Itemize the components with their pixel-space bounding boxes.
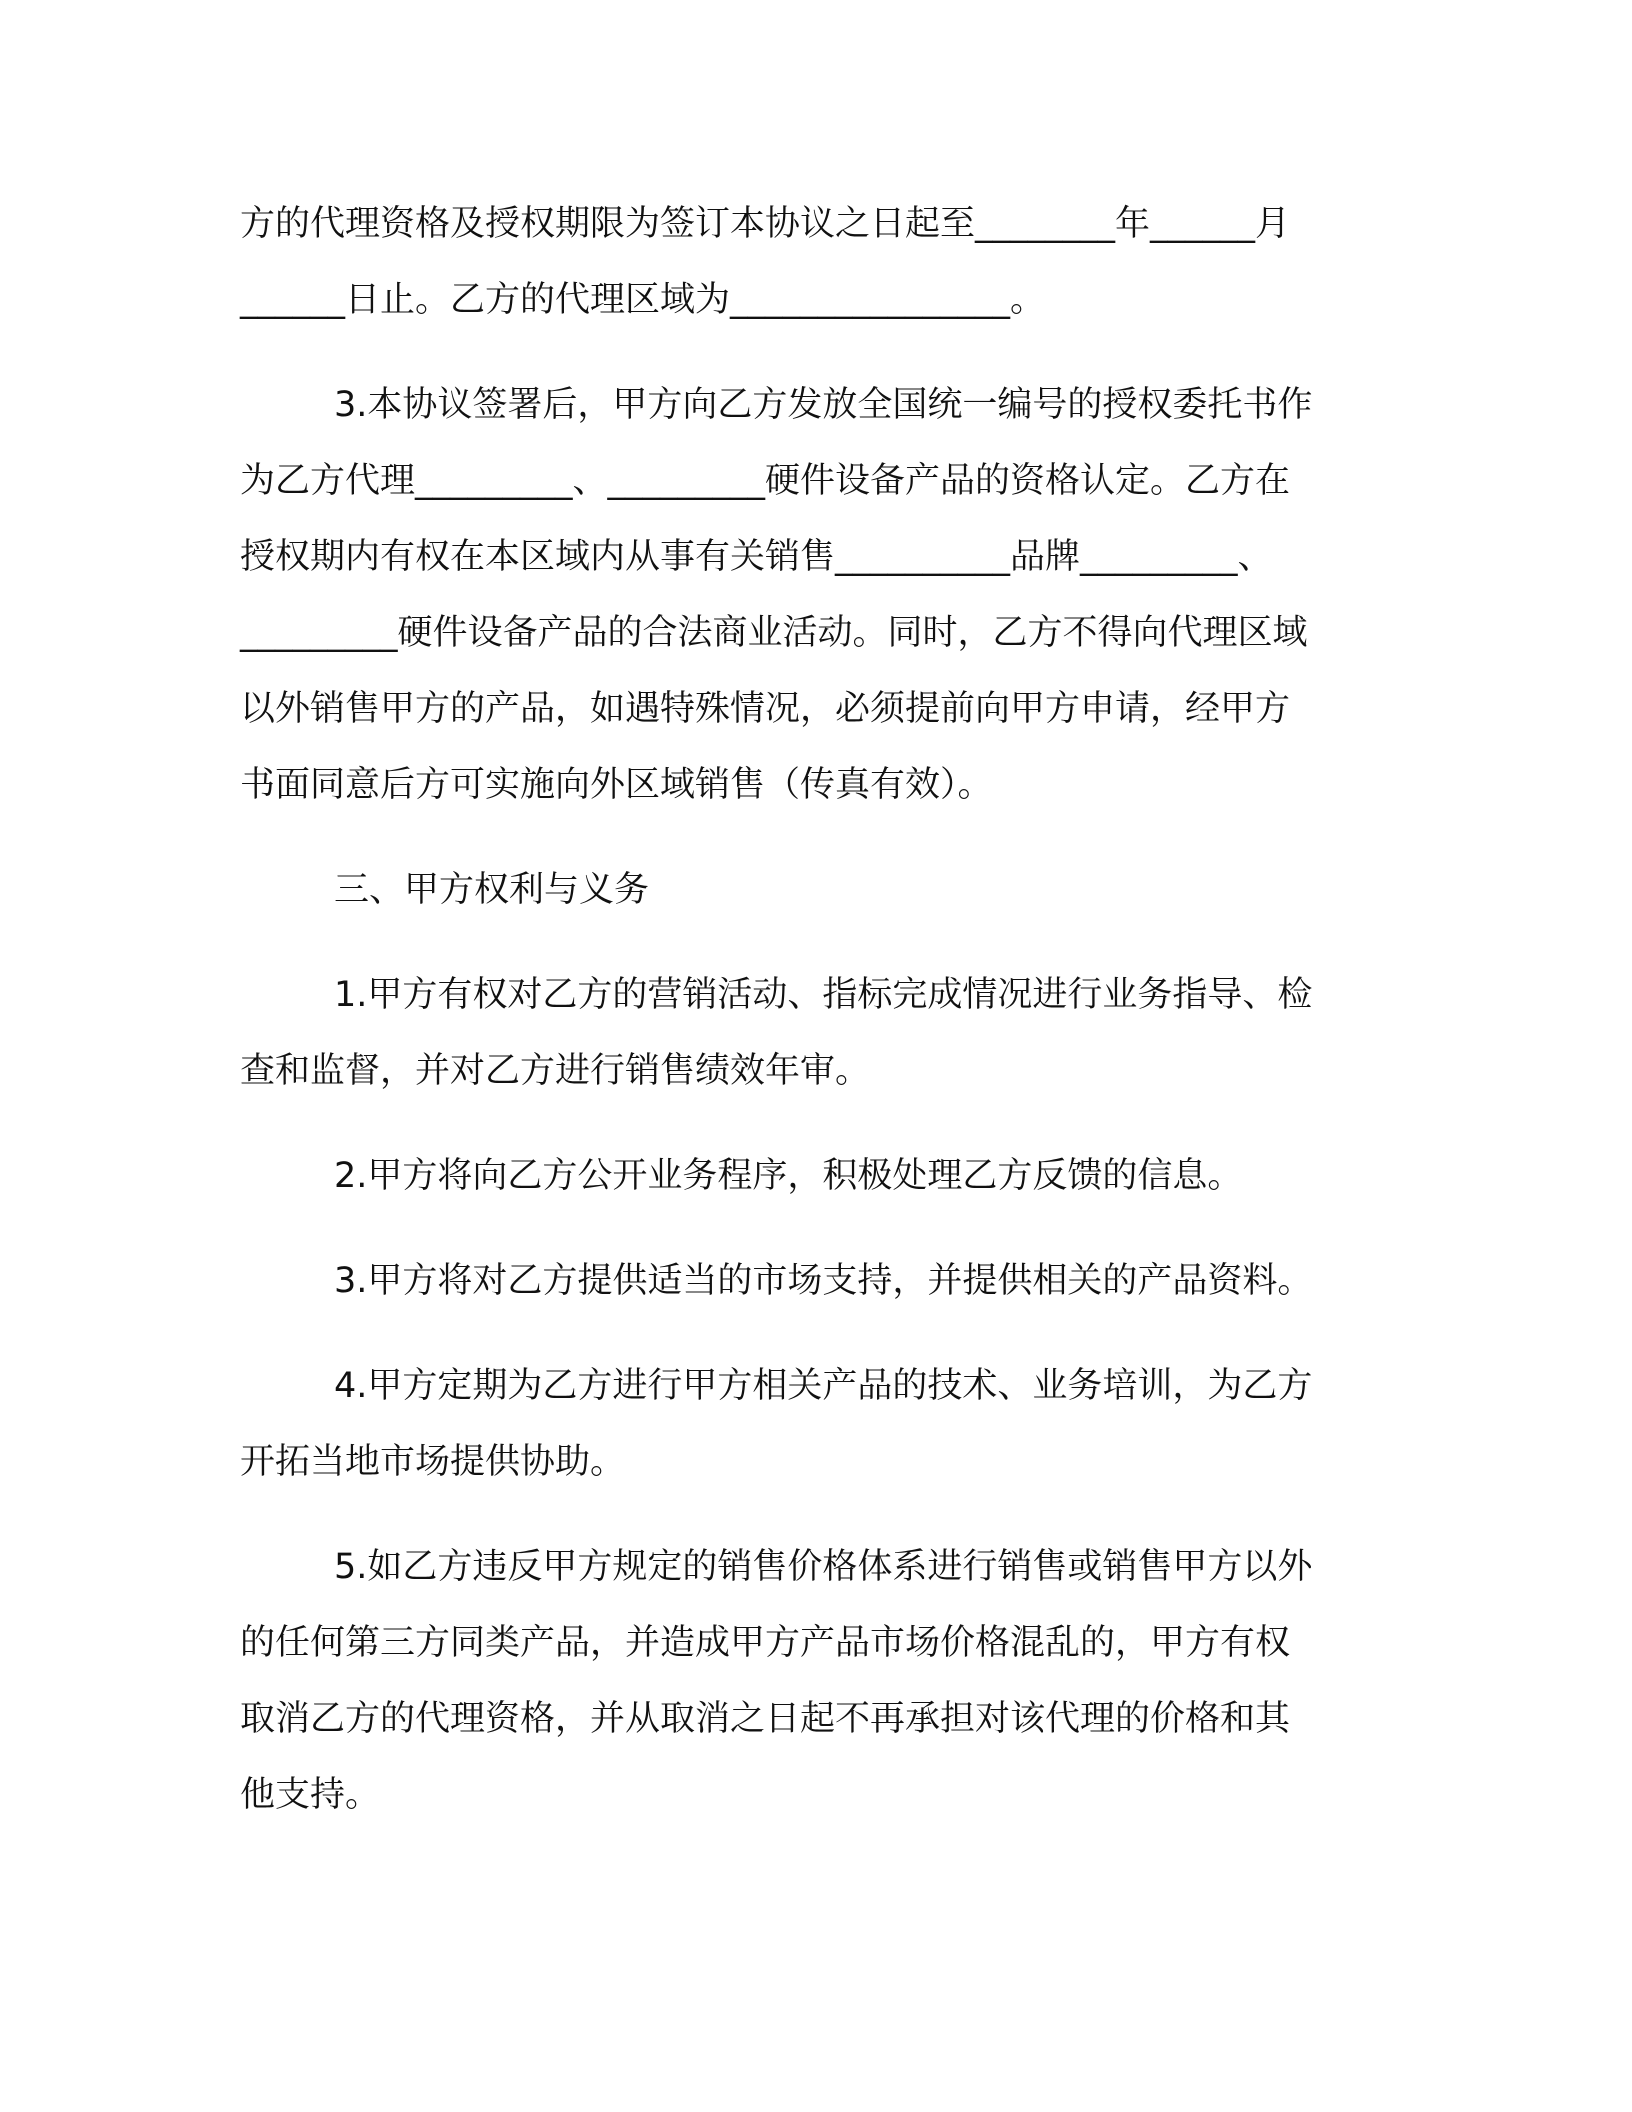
text-line: 方的代理资格及授权期限为签订本协议之日起至________年______月 bbox=[240, 204, 1291, 244]
text-line: 取消乙方的代理资格，并从取消之日起不再承担对该代理的价格和其 bbox=[240, 1699, 1291, 1739]
text-line: 书面同意后方可实施向外区域销售（传真有效）。 bbox=[240, 765, 993, 805]
text-line: 为乙方代理_________、_________硬件设备产品的资格认定。乙方在 bbox=[240, 461, 1291, 501]
text-line: 授权期内有权在本区域内从事有关销售__________品牌_________、 bbox=[240, 537, 1273, 577]
paragraph-clause-3-5 bbox=[240, 1529, 1380, 1833]
text-line: 3.本协议签署后，甲方向乙方发放全国统一编号的授权委托书作 bbox=[334, 385, 1313, 425]
text-line: 4.甲方定期为乙方进行甲方相关产品的技术、业务培训，为乙方 bbox=[334, 1366, 1313, 1406]
section-heading-party-a-rights bbox=[240, 852, 1380, 928]
text-line: 查和监督，并对乙方进行销售绩效年审。 bbox=[240, 1051, 871, 1091]
paragraph-agency-term bbox=[240, 186, 1380, 338]
text-line: 1.甲方有权对乙方的营销活动、指标完成情况进行业务指导、检 bbox=[334, 975, 1313, 1015]
text-line: 3.甲方将对乙方提供适当的市场支持，并提供相关的产品资料。 bbox=[334, 1261, 1313, 1301]
text-line: ______日止。乙方的代理区域为________________。 bbox=[240, 280, 1046, 320]
paragraph-clause-2-3 bbox=[240, 367, 1380, 823]
paragraph-clause-3-1 bbox=[240, 957, 1380, 1109]
paragraph-clause-3-4 bbox=[240, 1348, 1380, 1500]
text-line: 5.如乙方违反甲方规定的销售价格体系进行销售或销售甲方以外 bbox=[334, 1547, 1313, 1587]
text-line: 以外销售甲方的产品，如遇特殊情况，必须提前向甲方申请，经甲方 bbox=[240, 689, 1291, 729]
section-heading-text: 三、甲方权利与义务 bbox=[334, 870, 650, 910]
document-body bbox=[240, 186, 1380, 1862]
text-line: _________硬件设备产品的合法商业活动。同时，乙方不得向代理区域 bbox=[240, 613, 1308, 653]
paragraph-clause-3-2 bbox=[240, 1138, 1380, 1214]
text-line: 的任何第三方同类产品，并造成甲方产品市场价格混乱的，甲方有权 bbox=[240, 1623, 1291, 1663]
text-line: 他支持。 bbox=[240, 1775, 381, 1815]
text-line: 开拓当地市场提供协助。 bbox=[240, 1442, 626, 1482]
text-line: 2.甲方将向乙方公开业务程序，积极处理乙方反馈的信息。 bbox=[334, 1156, 1243, 1196]
paragraph-clause-3-3 bbox=[240, 1243, 1380, 1319]
